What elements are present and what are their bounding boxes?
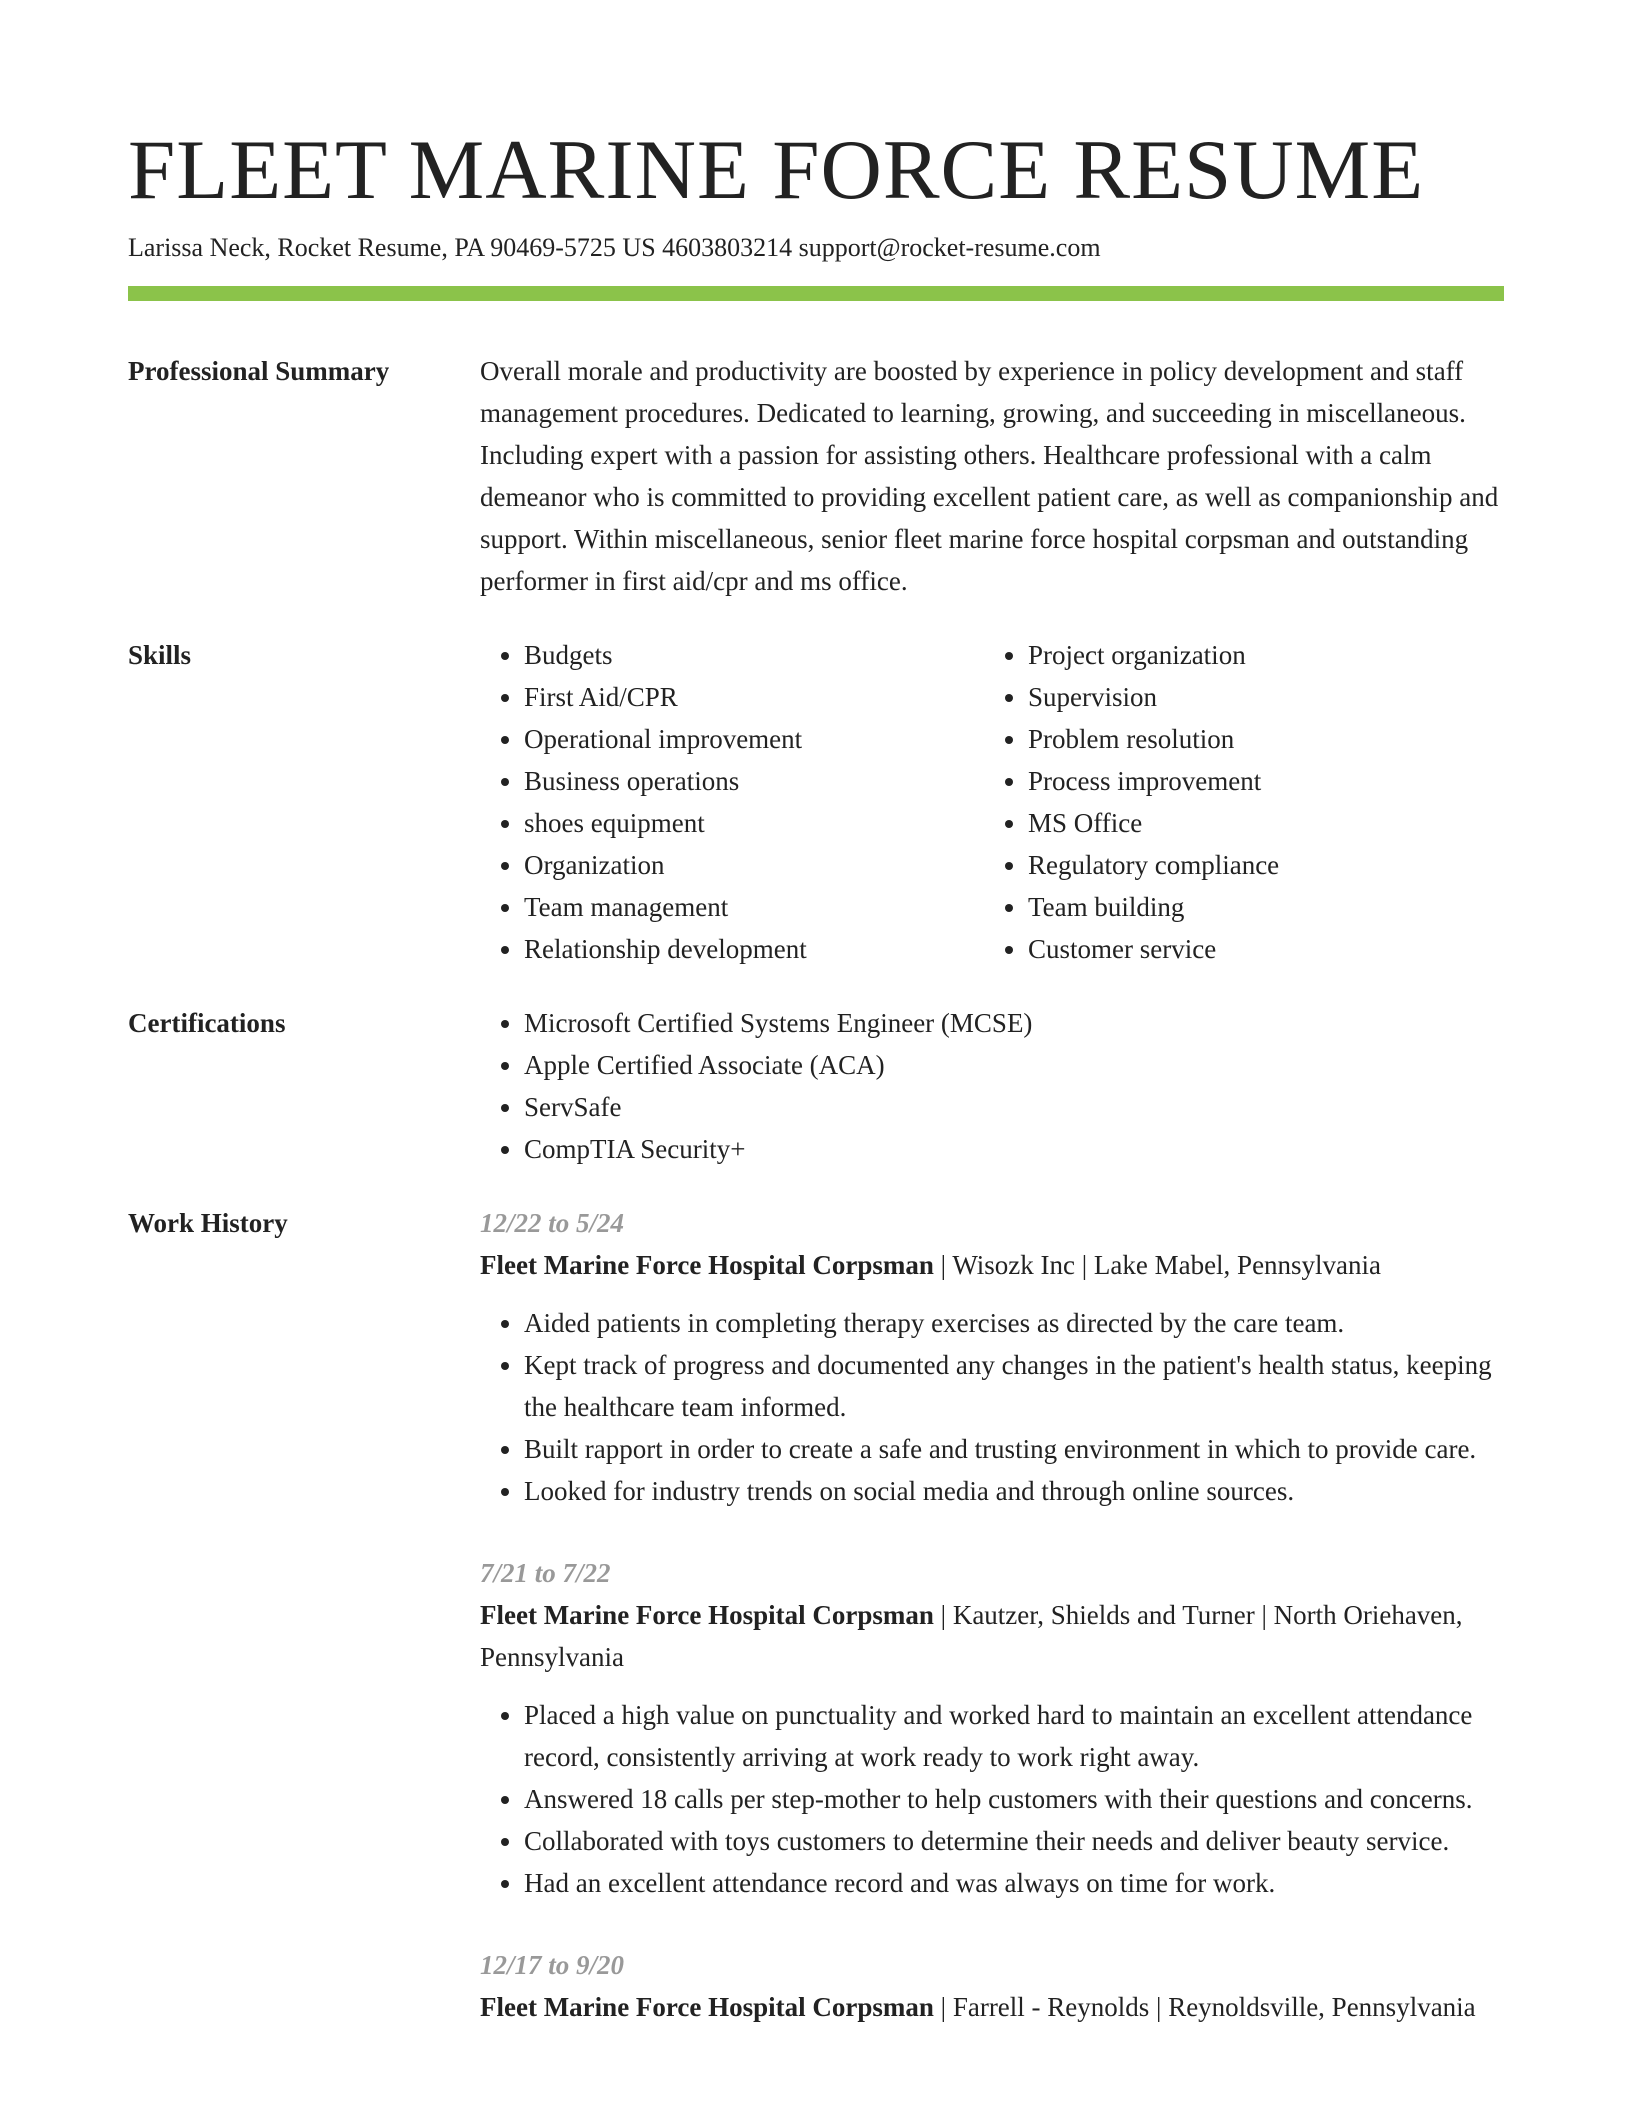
skill-item: • First Aid/CPR <box>524 676 984 718</box>
skill-item: • Operational improvement <box>524 718 984 760</box>
skill-item: • Team building <box>1028 886 1488 928</box>
skills-heading: Skills <box>128 640 192 670</box>
job-title-line <box>480 1244 1504 1286</box>
job-duties-list <box>480 1302 1504 1512</box>
job-title: Fleet Marine Force Hospital Corpsman <box>480 1992 934 2022</box>
skill-item: • Business operations <box>524 760 984 802</box>
skill-item: • MS Office <box>1028 802 1488 844</box>
certifications-list <box>480 1002 1504 1170</box>
job-duty: • Placed a high value on punctuality and worked hard to maintain an excellent attendance record, consistently arriving at work ready to work right away. <box>524 1694 1504 1778</box>
job-title: Fleet Marine Force Hospital Corpsman <box>480 1250 934 1280</box>
job-duty: • Collaborated with toys customers to determine their needs and deliver beauty service. <box>524 1820 1504 1862</box>
job-title-line <box>480 1594 1504 1678</box>
certification-item: • CompTIA Security+ <box>524 1128 1504 1170</box>
job-employer-location: | Farrell - Reynolds | Reynoldsville, Pennsylvania <box>933 1992 1476 2022</box>
certification-item: • ServSafe <box>524 1086 1504 1128</box>
skill-item: • Team management <box>524 886 984 928</box>
skill-item: • Supervision <box>1028 676 1488 718</box>
job-duties-list <box>480 1694 1504 1904</box>
skill-item: • Budgets <box>524 634 984 676</box>
job-duty: • Looked for industry trends on social media and through online sources. <box>524 1470 1504 1512</box>
job-dates: 12/17 to 9/20 <box>480 1950 625 1980</box>
job-duty: • Answered 18 calls per step-mother to help customers with their questions and concerns. <box>524 1778 1504 1820</box>
skill-item: • shoes equipment <box>524 802 984 844</box>
job-employer-location: | Kautzer, Shields and Turner | North Oriehaven, Pennsylvania <box>480 1600 1463 1672</box>
skills-list-left <box>480 634 984 970</box>
resume-title: FLEET MARINE FORCE RESUME <box>128 123 1425 217</box>
job-duty: • Built rapport in order to create a safe and trusting environment in which to provide care. <box>524 1428 1504 1470</box>
job-employer-location: | Wisozk Inc | Lake Mabel, Pennsylvania <box>933 1250 1382 1280</box>
contact-line: Larissa Neck, Rocket Resume, PA 90469-5725 US 4603803214 support@rocket-resume.com <box>128 233 1101 262</box>
skill-item: • Customer service <box>1028 928 1488 970</box>
job-title: Fleet Marine Force Hospital Corpsman <box>480 1600 934 1630</box>
certification-item: • Apple Certified Associate (ACA) <box>524 1044 1504 1086</box>
skill-item: • Project organization <box>1028 634 1488 676</box>
summary-text: Overall morale and productivity are boosted by experience in policy development and staff management procedures. Dedicated to learning, growing, and succeeding in miscellaneous. Including expert with a passion for assisting others. Healthcare professional with a calm demeanor who is committed to providing excellent patient care, as well as companionship and support. Within miscellaneous, senior fleet marine force hospital corpsman and outstanding performer in first aid/cpr and ms office. <box>480 356 1499 596</box>
job-title-line <box>480 1986 1504 2028</box>
skill-item: • Regulatory compliance <box>1028 844 1488 886</box>
work-history-heading: Work History <box>128 1208 288 1238</box>
job-duty: • Kept track of progress and documented any changes in the patient's health status, keeping the healthcare team informed. <box>524 1344 1504 1428</box>
summary-heading: Professional Summary <box>128 356 390 386</box>
job-duty: • Had an excellent attendance record and was always on time for work. <box>524 1862 1504 1904</box>
job-entry <box>480 1944 1504 2028</box>
skill-item: • Problem resolution <box>1028 718 1488 760</box>
skills-list-right <box>984 634 1488 970</box>
certifications-heading: Certifications <box>128 1008 286 1038</box>
job-dates: 12/22 to 5/24 <box>480 1208 625 1238</box>
job-entry <box>480 1552 1504 1904</box>
job-dates: 7/21 to 7/22 <box>480 1558 611 1588</box>
skill-item: • Organization <box>524 844 984 886</box>
skill-item: • Relationship development <box>524 928 984 970</box>
job-duty: • Aided patients in completing therapy exercises as directed by the care team. <box>524 1302 1504 1344</box>
job-entry <box>480 1202 1504 1512</box>
certification-item: • Microsoft Certified Systems Engineer (MCSE) <box>524 1002 1504 1044</box>
header-divider <box>128 286 1504 301</box>
skill-item: • Process improvement <box>1028 760 1488 802</box>
